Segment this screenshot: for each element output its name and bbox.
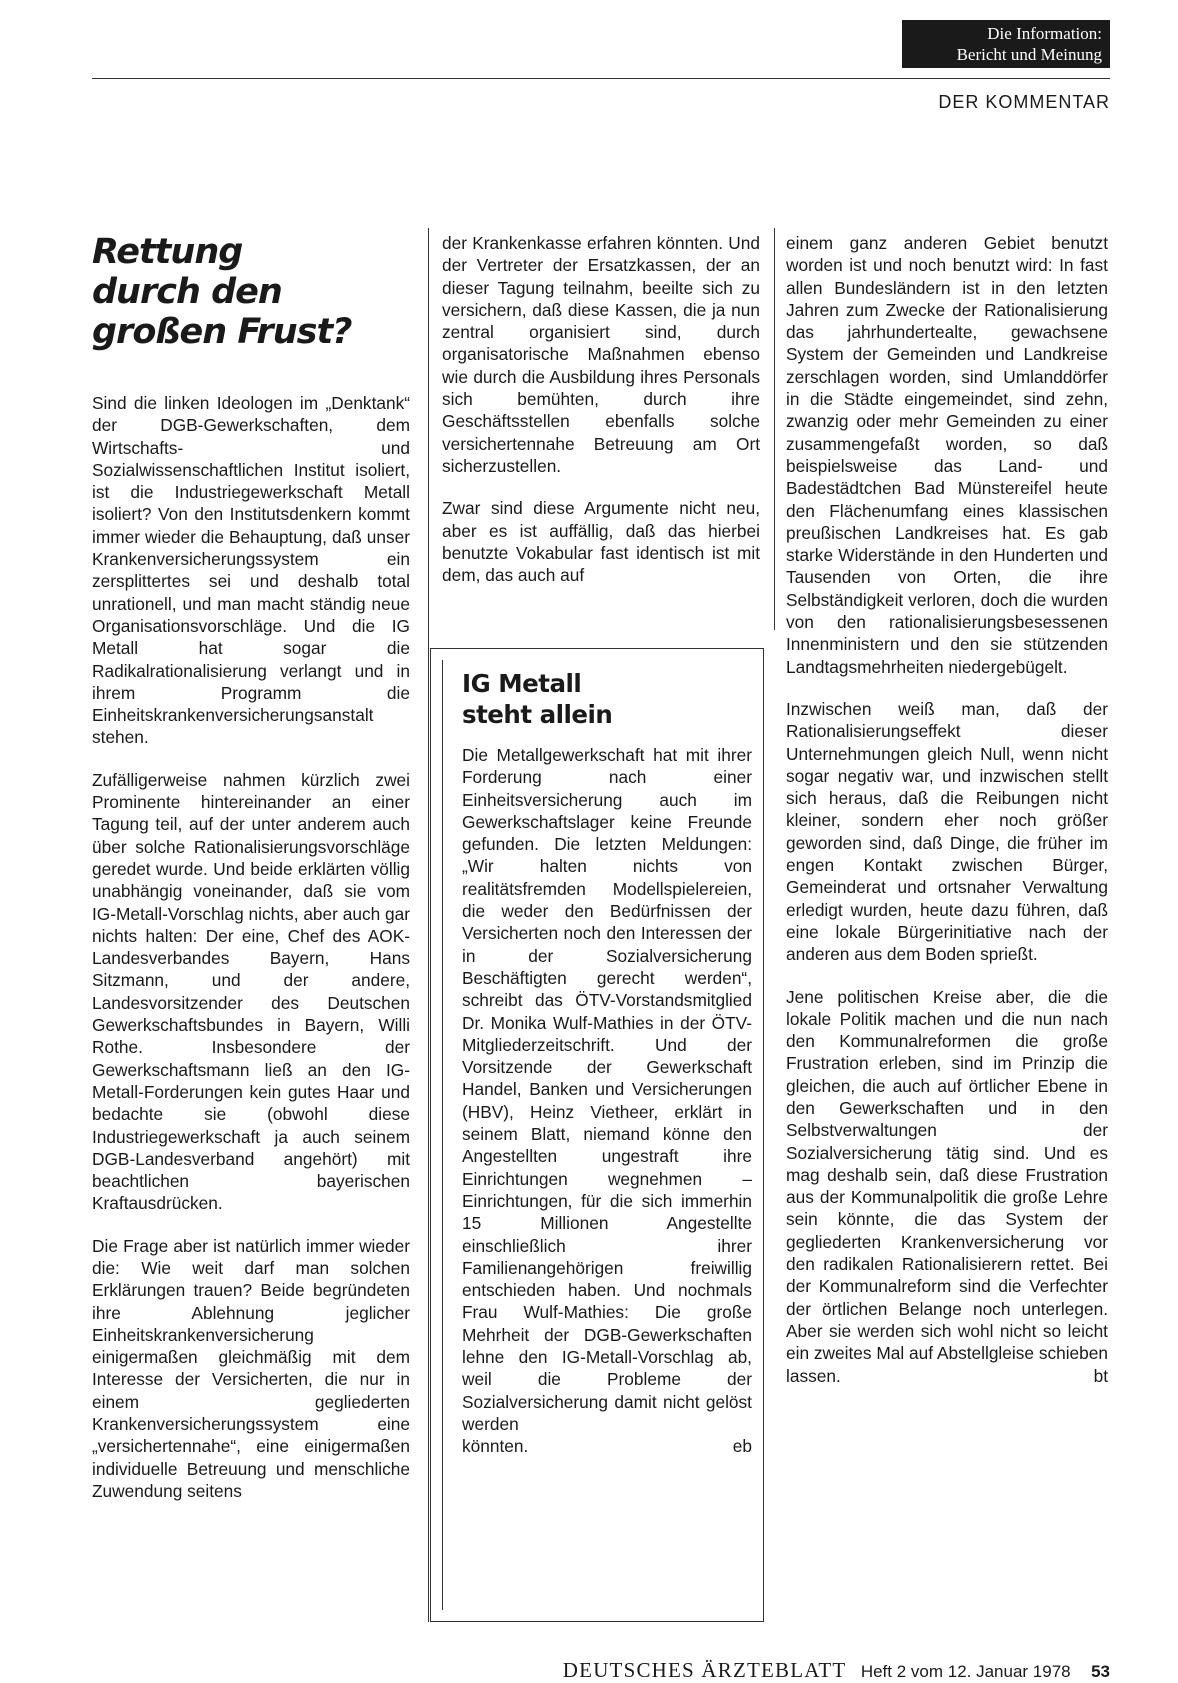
paragraph: Inzwischen weiß man, daß der Rationalisierungseffekt dieser Unternehmungen gleich Null, wenn nicht sogar negativ war, und inzwischen stellt sich heraus, daß die Reibungen nicht kleiner, sondern eher noch größer geworden sind, daß Dinge, die früher im engen Kontakt zwischen Bürger, Gemeinderat und ortsnaher Verwaltung erledigt wurden, heute dazu führen, daß eine lokale Bürgerinitiative nach der anderen aus dem Boden sprießt. bbox=[786, 698, 1108, 965]
sidebar-title bbox=[462, 668, 752, 730]
headline-line-2: durch den bbox=[92, 272, 282, 312]
paragraph: Zwar sind diese Argumente nicht neu, aber es ist auffällig, daß das hierbei benutzte Vokabular fast identisch ist mit dem, das auch auf bbox=[442, 498, 760, 586]
paragraph: Die Frage aber ist natürlich immer wieder die: Wie weit darf man solchen Erklärungen trauen? Beide begründeten ihre Ablehnung jeglicher Einheitskrankenversicherung einigermaßen gleichmäßig mit dem Interesse der Versicherten, die nur in einem gegliederten Krankenversicherungssystem eine „versichertennahe“, eine einigermaßen individuelle Betreuung und menschliche Zuwendung seitens bbox=[92, 1235, 410, 1501]
sidebar-title-line-2: steht allein bbox=[462, 700, 613, 729]
paragraph: der Krankenkasse erfahren könnten. Und der Vertreter der Ersatzkassen, der an dieser Tagung teilnahm, beeilte sich zu versichern, daß diese Kassen, die ja nun zentral organisiert sind, durch organisatorische Maßnahmen ebenso wie durch die Ausbildung ihres Personals sich bemühten, durch ihre Geschäftsstellen ebenfalls solche versichertennahe Betreuung am Ort sicherzustellen. bbox=[442, 233, 760, 476]
header-rule bbox=[92, 78, 1110, 79]
sidebar-body: Die Metallgewerkschaft hat mit ihrer Forderung nach einer Einheitsversicherung auch im Gewerkschaftslager keine Freunde gefunden. Die letzten Meldungen: „Wir halten nichts von realitätsfremden Modellspielereien, die weder den Bedürfnissen der Versicherten noch den Interessen der in der Sozialversicherung Beschäftigten gerecht werden“, schreibt das ÖTV-Vorstandsmitglied Dr. Monika Wulf-Mathies in der ÖTV-Mitgliederzeitschrift. Und der Vorsitzende der Gewerkschaft Handel, Banken und Versicherungen (HBV), Heinz Vietheer, erklärt in seinem Blatt, niemand könne den Angestellten ungestraft ihre Einrichtungen wegnehmen – Einrichtungen, für die sich immerhin 15 Millionen Angestellte einschließlich ihrer Familienangehörigen freiwillig entschieden haben. Und nochmals Frau Wulf-Mathies: Die große Mehrheit der DGB-Gewerkschaften lehne den IG-Metall-Vorschlag ab, weil die Probleme der Sozialversicherung damit nicht gelöst werden bbox=[462, 745, 752, 1434]
headline-line-1: Rettung bbox=[92, 232, 243, 272]
paragraph: Zufälligerweise nahmen kürzlich zwei Prominente hintereinander an einer Tagung teil, auf der unter anderem auch über solche Rationalisierungsvorschläge geredet wurde. Und beide erklärten völlig unabhängig voneinander, daß sie vom IG-Metall-Vorschlag nichts, aber auch gar nichts halten: Der eine, Chef des AOK-Landesverbandes Bayern, Hans Sitzmann, und der andere, Landesvorsitzender des Deutschen Gewerkschaftsbundes in Bayern, Willi Rothe. Insbesondere der Gewerkschaftsmann ließ an den IG-Metall-Forderungen kein gutes Haar und bedachte sie (obwohl diese Industriegewerkschaft ja auch seinem DGB-Landesverband angehört) mit beachtlichen bayerischen Kraftausdrücken. bbox=[92, 769, 410, 1214]
sidebar-rule bbox=[442, 660, 443, 1610]
section-label: DER KOMMENTAR bbox=[938, 92, 1110, 112]
paragraph-text: Jene politischen Kreise aber, die die lokale Politik machen und die nun nach den Kommunalreformen die große Frustration erleben, sind im Prinzip die gleichen, die auch auf örtlicher Ebene in den Gewerkschaften und in den Selbstverwaltungen der Sozialversicherung tätig sind. Und es mag deshalb sein, daß diese Frustration aus der Kommunalpolitik die große Lehre sein könnte, die das System der gegliederten Krankenversicherung vor den radikalen Rationalisierern rettet. Bei der Kommunalreform sind die Verfechter der örtlichen Belange noch unterlegen. Aber sie werden sich wohl nicht so leicht ein zweites Mal auf Abstellgleise schieben lassen. bbox=[786, 986, 1108, 1386]
column-divider bbox=[774, 228, 775, 630]
sidebar-title-line-1: IG Metall bbox=[462, 669, 582, 698]
section-badge-line-2: Bericht und Meinung bbox=[956, 45, 1102, 64]
paragraph: Sind die linken Ideologen im „Denktank“ der DGB-Gewerkschaften, dem Wirtschafts- und Sozialwissenschaftlichen Institut isoliert, ist die Industriegewerkschaft Metall isoliert? Von den Institutsdenkern kommt immer wieder die Behauptung, daß unser Krankenversicherungssystem ein zersplittertes sei und deshalb total unrationell, und man macht ständig neue Organisationsvorschläge. Und die IG Metall hat sogar die Radikalrationalisierung verlangt und in ihrem Programm die Einheitskrankenversicherungsanstalt stehen. bbox=[92, 393, 410, 748]
journal-name: DEUTSCHES ÄRZTEBLATT bbox=[562, 1658, 847, 1682]
section-badge bbox=[902, 20, 1110, 68]
paragraph bbox=[786, 986, 1108, 1387]
sidebar-text bbox=[462, 744, 752, 1458]
article-headline bbox=[92, 232, 432, 352]
article-column-1 bbox=[92, 392, 410, 1502]
section-badge-line-1: Die Information: bbox=[987, 24, 1102, 43]
article-column-2 bbox=[442, 232, 760, 586]
author-signature: bt bbox=[1093, 1365, 1108, 1386]
paragraph: einem ganz anderen Gebiet benutzt worden ist und noch benutzt wird: In fast allen Bundesländern ist in den letzten Jahren zum Zwecke der Rationalisierung das jahrhundertealte, gewachsene System der Gemeinden und Landkreise zerschlagen worden, sind Umlanddörfer in die Städte eingemeindet, sind zehn, zwanzig oder mehr Gemeinden zu einer zusammengefaßt worden, so daß beispielsweise das Land- und Badestädtchen Bad Münstereifel heute den Flächenumfang eines klassischen preußischen Landkreises hat. Es gab starke Widerstände in den Hunderten und Tausenden von Orten, die ihre Selbständigkeit verloren, doch die wurden von den rationalisierungsbesessenen Innenministern und den sie stützenden Landtagsmehrheiten niedergebügelt. bbox=[786, 233, 1108, 677]
column-divider bbox=[428, 228, 429, 1622]
sidebar-last-word: könnten. bbox=[462, 1436, 529, 1457]
page-number: 53 bbox=[1091, 1662, 1110, 1681]
issue-info: Heft 2 vom 12. Januar 1978 bbox=[860, 1662, 1071, 1681]
page-footer bbox=[470, 1658, 1110, 1683]
author-signature: eb bbox=[732, 1436, 752, 1457]
article-column-3 bbox=[786, 232, 1108, 1387]
headline-line-3: großen Frust? bbox=[92, 312, 352, 352]
sidebar-last-line bbox=[462, 1435, 752, 1457]
